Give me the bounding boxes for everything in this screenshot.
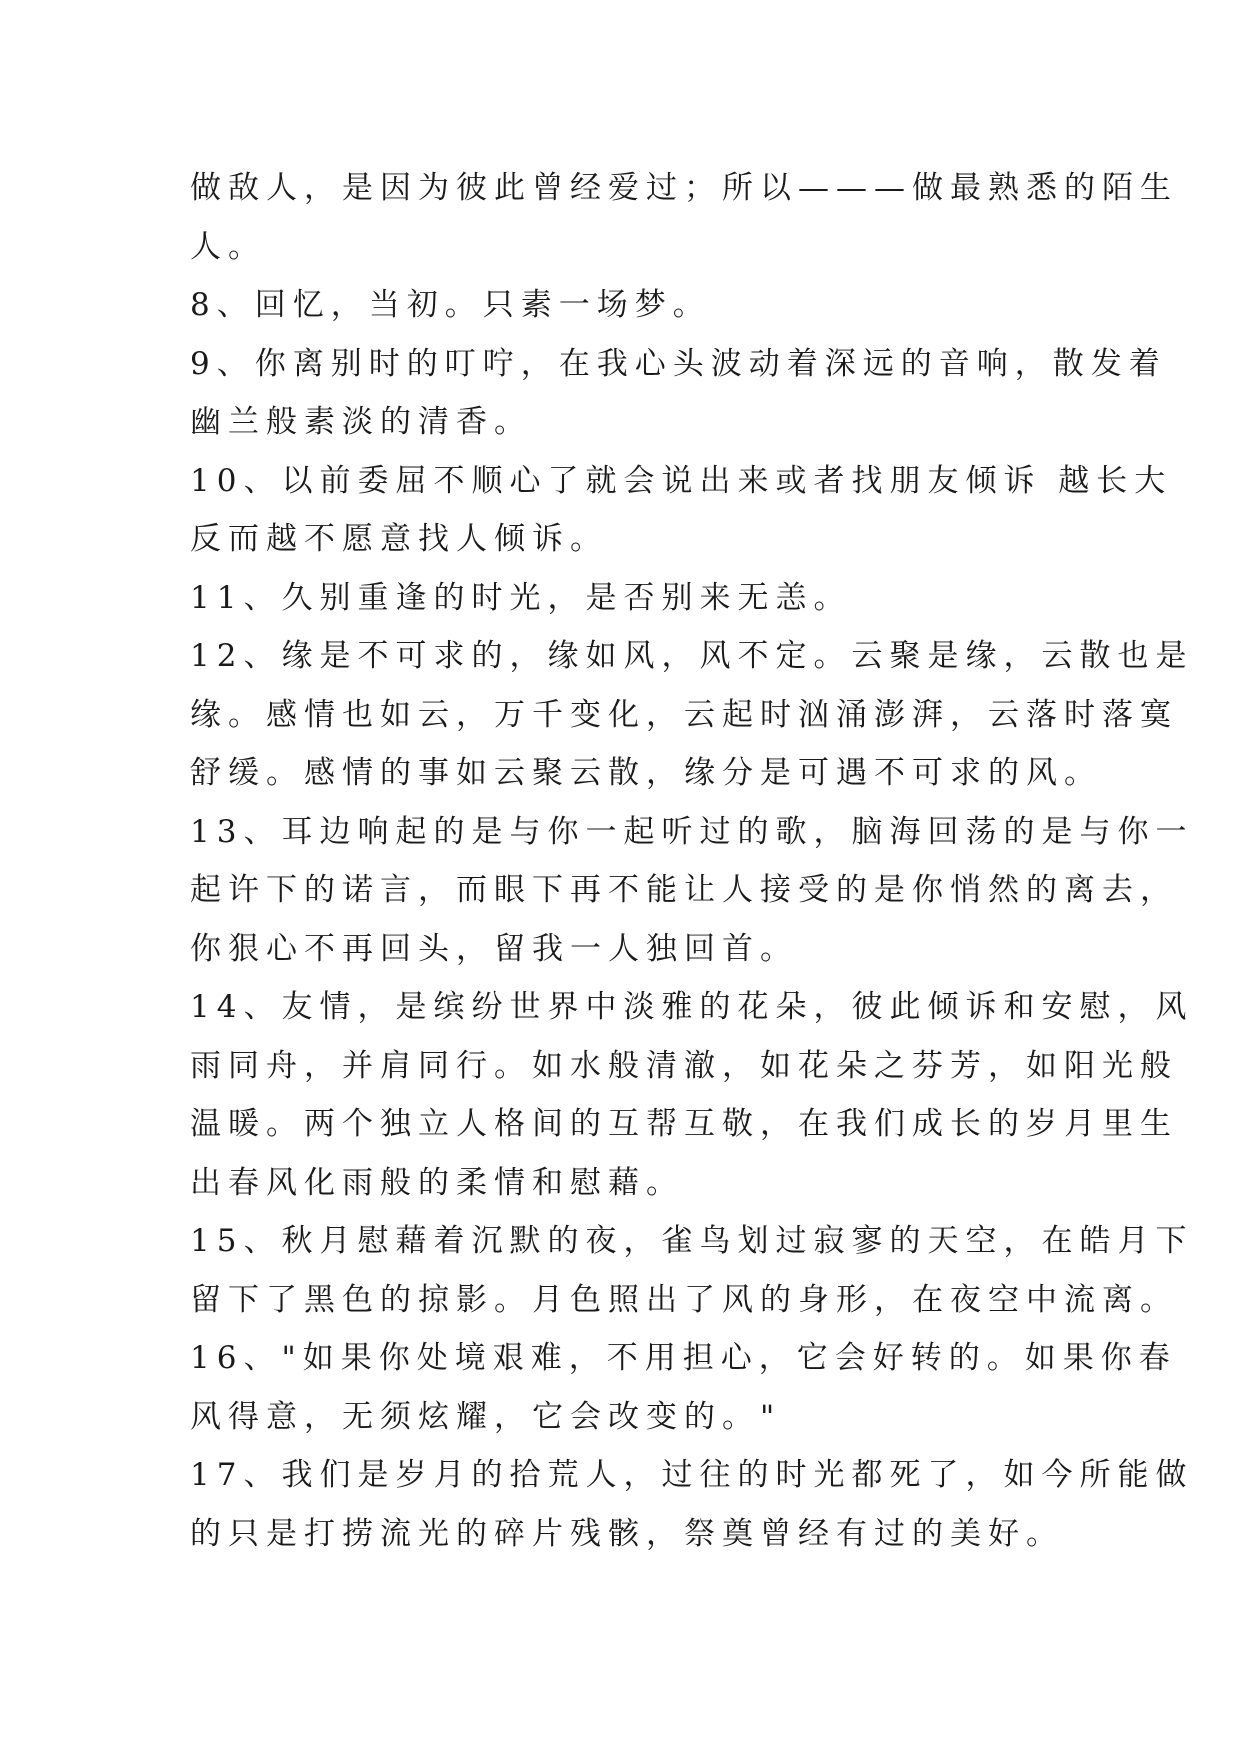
- text-line: 风得意，无须炫耀，它会改变的。": [190, 1398, 782, 1435]
- text-line: 17、我们是岁月的拾荒人，过往的时光都死了，如今所能做: [190, 1457, 1194, 1493]
- text-line: 温暖。两个独立人格间的互帮互敬，在我们成长的岁月里生: [190, 1106, 1178, 1142]
- text-line: 出春风化雨般的柔情和慰藉。: [190, 1164, 684, 1201]
- text-line: 做敌人，是因为彼此曾经爱过；所以———做最熟悉的陌生: [190, 170, 1178, 206]
- text-line: 缘。感情也如云，万千变化，云起时汹涌澎湃，云落时落寞: [190, 696, 1178, 733]
- text-line: 人。: [190, 228, 266, 265]
- text-line: 留下了黑色的掠影。月色照出了风的身形，在夜空中流离。: [190, 1281, 1178, 1318]
- text-line: 9、你离别时的叮咛，在我心头波动着深远的音响，散发着: [190, 345, 1167, 382]
- text-line: 14、友情，是缤纷世界中淡雅的花朵，彼此倾诉和安慰，风: [190, 989, 1194, 1025]
- text-line: 雨同舟，并肩同行。如水般清澈，如花朵之芬芳，如阳光般: [190, 1047, 1178, 1084]
- text-line: 16、"如果你处境艰难，不用担心，它会好转的。如果你春: [190, 1340, 1177, 1376]
- text-line: 13、耳边响起的是与你一起听过的歌，脑海回荡的是与你一: [190, 813, 1194, 850]
- text-line: 幽兰般素淡的清香。: [190, 404, 532, 440]
- text-line: 的只是打捞流光的碎片残骸，祭奠曾经有过的美好。: [190, 1515, 1064, 1552]
- text-line: 你狠心不再回头，留我一人独回首。: [190, 930, 798, 967]
- text-line: 10、以前委屈不顺心了就会说出来或者找朋友倾诉 越长大: [190, 462, 1173, 499]
- text-line: 12、缘是不可求的，缘如风，风不定。云聚是缘，云散也是: [190, 638, 1194, 674]
- text-line: 11、久别重逢的时光，是否别来无恙。: [190, 579, 852, 616]
- text-line: 15、秋月慰藉着沉默的夜，雀鸟划过寂寥的天空，在皓月下: [190, 1223, 1194, 1259]
- text-line: 起许下的诺言，而眼下再不能让人接受的是你悄然的离去，: [190, 872, 1178, 908]
- text-line: 舒缓。感情的事如云聚云散，缘分是可遇不可求的风。: [190, 755, 1102, 791]
- text-line: 反而越不愿意找人倾诉。: [190, 521, 608, 557]
- text-line: 8、回忆，当初。只素一场梦。: [190, 287, 711, 323]
